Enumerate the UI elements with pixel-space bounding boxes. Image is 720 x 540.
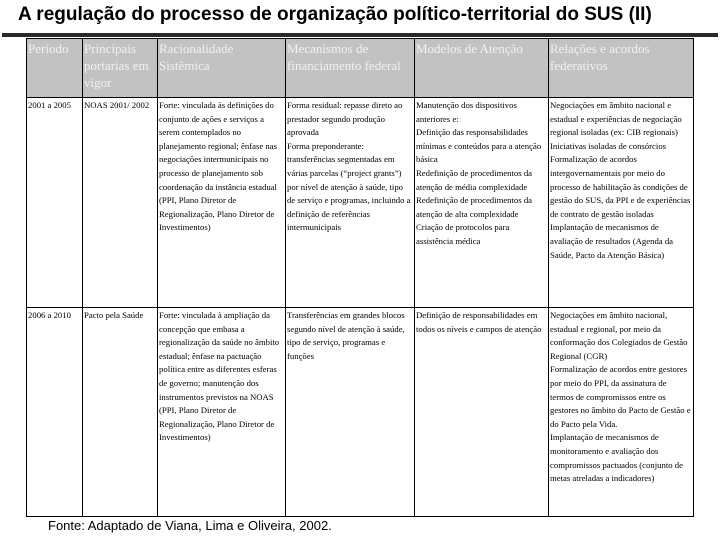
header-periodo: Período xyxy=(27,39,83,98)
header-financiamento: Mecanismos de financiamento federal xyxy=(286,39,415,98)
cell-relacoes: Negociações em âmbito nacional, estadual e regional, por meio da conformação dos Colegiados de Gestão Regional (CGR) Formalização de acordos entre gestores por meio do PPI, da assinatura de termos de compromissos entre os gestores no âmbito do Pacto de Gestão e do Pacto pela Vida. Implantação de mecanismos de monitoramento e avaliação dos compromissos pactuados (conjunto de metas atreladas a indicadores) xyxy=(549,308,694,517)
cell-periodo: 2001 a 2005 xyxy=(27,98,83,308)
source-caption: Fonte: Adaptado de Viana, Lima e Oliveira, 2002. xyxy=(48,518,332,533)
cell-financiamento: Transferências em grandes blocos segundo nível de atenção à saúde, tipo de serviço, programas e funções xyxy=(286,308,415,517)
header-racionalidade: Racionalidade Sistêmica xyxy=(158,39,286,98)
title-divider xyxy=(2,33,718,37)
table-header-row xyxy=(27,39,694,98)
cell-modelos: Definição de responsabilidades em todos os níveis e campos de atenção xyxy=(415,308,549,517)
cell-portarias: Pacto pela Saúde xyxy=(83,308,158,517)
cell-modelos: Manutenção dos dispositivos anteriores e: Definição das responsabilidades mínimas e conteúdos para a atenção básica Redefinição de procedimentos da atenção de média complexidade Redefinição de procedimentos da atenção de alta complexidade Criação de protocolos para assistência médica xyxy=(415,98,549,308)
cell-periodo: 2006 a 2010 xyxy=(27,308,83,517)
slide-title: A regulação do processo de organização político-territorial do SUS (II) xyxy=(18,4,652,25)
header-portarias: Principais portarias em vigor xyxy=(83,39,158,98)
cell-portarias: NOAS 2001/ 2002 xyxy=(83,98,158,308)
header-modelos: Modelos de Atenção xyxy=(415,39,549,98)
header-relacoes: Relações e acordos federativos xyxy=(549,39,694,98)
cell-financiamento: Forma residual: repasse direto ao prestador segundo produção aprovada Forma preponderante: transferências segmentadas em várias parcelas (“project grants”) por nível de atenção à saúde, tipo de serviço e programas, incluindo a definição de referências intermunicipais xyxy=(286,98,415,308)
cell-relacoes: Negociações em âmbito nacional e estadual e experiências de negociação regional isoladas (ex: CIB regionais) Iniciativas isoladas de consórcios Formalização de acordos intergovernamentais por meio do processo de habilitação às condições de gestão do SUS, da PPI e de experiências de contrato de gestão isoladas Implantação de mecanismos de avaliação de resultados (Agenda da Saúde, Pacto da Atenção Básica) xyxy=(549,98,694,308)
table-row xyxy=(27,98,694,308)
table-row xyxy=(27,308,694,517)
cell-racionalidade: Forte: vinculada às definições do conjunto de ações e serviços a serem contemplados no planejamento regional; ênfase nas negociações intermunicipais no processo de planejamento sob coordenação da instância estadual (PPI, Plano Diretor de Regionalização, Plano Diretor de Investimentos) xyxy=(158,98,286,308)
cell-racionalidade: Forte: vinculada à ampliação da concepção que embasa a regionalização da saúde no âmbito estadual; ênfase na pactuação política entre as diferentes esferas de governo; manutenção dos instrumentos previstos na NOAS (PPI, Plano Diretor de Regionalização, Plano Diretor de Investimentos) xyxy=(158,308,286,517)
regulation-table xyxy=(26,38,694,517)
